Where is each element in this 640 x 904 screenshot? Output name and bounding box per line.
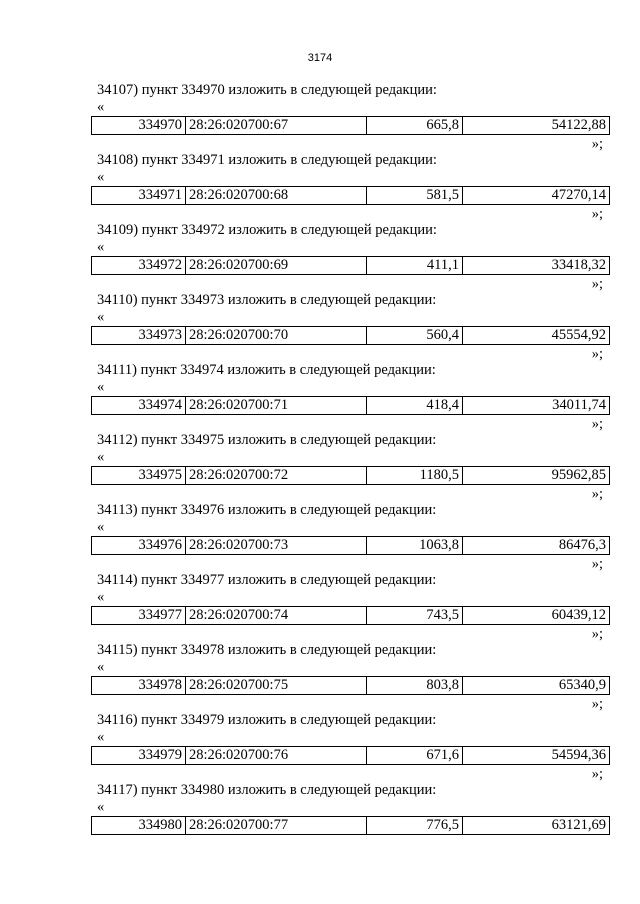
amendment-heading: 34108) пункт 334971 изложить в следующей редакции: [97,152,437,168]
area-cell: 743,5 [367,607,463,625]
item-number-cell: 334974 [92,397,186,415]
area-cell: 581,5 [367,187,463,205]
area-cell: 1180,5 [367,467,463,485]
cadastral-number-cell: 28:26:020700:77 [186,817,367,835]
amendment-heading: 34110) пункт 334973 изложить в следующей редакции: [97,292,437,308]
value-cell: 54122,88 [463,117,610,135]
data-table [91,466,610,485]
open-quote: « [97,659,105,675]
data-table [91,396,610,415]
table-row [92,537,610,555]
cadastral-number-cell: 28:26:020700:72 [186,467,367,485]
value-cell: 86476,3 [463,537,610,555]
amendment-entry [0,150,640,220]
area-cell: 803,8 [367,677,463,695]
amendment-heading: 34112) пункт 334975 изложить в следующей редакции: [97,432,437,448]
item-number-cell: 334980 [92,817,186,835]
cadastral-number-cell: 28:26:020700:76 [186,747,367,765]
table-row [92,747,610,765]
value-cell: 65340,9 [463,677,610,695]
close-quote: »; [591,486,603,502]
cadastral-number-cell: 28:26:020700:73 [186,537,367,555]
table-row [92,257,610,275]
data-table [91,116,610,135]
close-quote: »; [591,136,603,152]
table-row [92,397,610,415]
cadastral-number-cell: 28:26:020700:68 [186,187,367,205]
table-row [92,817,610,835]
item-number-cell: 334978 [92,677,186,695]
data-table [91,676,610,695]
amendment-heading: 34115) пункт 334978 изложить в следующей редакции: [97,642,437,658]
data-table [91,606,610,625]
amendment-entry [0,500,640,570]
close-quote: »; [591,626,603,642]
item-number-cell: 334979 [92,747,186,765]
table-row [92,607,610,625]
amendment-heading: 34113) пункт 334976 изложить в следующей редакции: [97,502,437,518]
open-quote: « [97,99,105,115]
item-number-cell: 334970 [92,117,186,135]
table-row [92,467,610,485]
open-quote: « [97,169,105,185]
close-quote: »; [591,206,603,222]
data-table [91,256,610,275]
item-number-cell: 334976 [92,537,186,555]
cadastral-number-cell: 28:26:020700:71 [186,397,367,415]
area-cell: 560,4 [367,327,463,345]
open-quote: « [97,379,105,395]
open-quote: « [97,519,105,535]
open-quote: « [97,729,105,745]
value-cell: 47270,14 [463,187,610,205]
cadastral-number-cell: 28:26:020700:75 [186,677,367,695]
data-table [91,326,610,345]
amendment-entry [0,640,640,710]
table-row [92,187,610,205]
cadastral-number-cell: 28:26:020700:74 [186,607,367,625]
amendment-entry [0,80,640,150]
open-quote: « [97,239,105,255]
cadastral-number-cell: 28:26:020700:70 [186,327,367,345]
amendment-heading: 34111) пункт 334974 изложить в следующей редакции: [97,362,436,378]
data-table [91,816,610,835]
value-cell: 54594,36 [463,747,610,765]
item-number-cell: 334971 [92,187,186,205]
table-row [92,677,610,695]
amendment-entry [0,570,640,640]
amendment-list [0,80,640,850]
page-number: 3174 [307,52,333,64]
amendment-entry [0,360,640,430]
data-table [91,536,610,555]
area-cell: 671,6 [367,747,463,765]
close-quote: »; [591,766,603,782]
amendment-entry [0,290,640,360]
amendment-heading: 34114) пункт 334977 изложить в следующей редакции: [97,572,437,588]
amendment-heading: 34109) пункт 334972 изложить в следующей редакции: [97,222,437,238]
value-cell: 63121,69 [463,817,610,835]
open-quote: « [97,309,105,325]
area-cell: 418,4 [367,397,463,415]
value-cell: 95962,85 [463,467,610,485]
cadastral-number-cell: 28:26:020700:67 [186,117,367,135]
amendment-entry [0,220,640,290]
close-quote: »; [591,346,603,362]
value-cell: 33418,32 [463,257,610,275]
cadastral-number-cell: 28:26:020700:69 [186,257,367,275]
amendment-entry [0,780,640,850]
data-table [91,746,610,765]
open-quote: « [97,449,105,465]
close-quote: »; [591,696,603,712]
table-row [92,327,610,345]
open-quote: « [97,799,105,815]
amendment-heading: 34116) пункт 334979 изложить в следующей редакции: [97,712,437,728]
data-table [91,186,610,205]
amendment-entry [0,710,640,780]
value-cell: 45554,92 [463,327,610,345]
area-cell: 411,1 [367,257,463,275]
table-row [92,117,610,135]
value-cell: 60439,12 [463,607,610,625]
amendment-heading: 34107) пункт 334970 изложить в следующей редакции: [97,82,437,98]
open-quote: « [97,589,105,605]
area-cell: 1063,8 [367,537,463,555]
amendment-entry [0,430,640,500]
area-cell: 665,8 [367,117,463,135]
amendment-heading: 34117) пункт 334980 изложить в следующей редакции: [97,782,437,798]
item-number-cell: 334972 [92,257,186,275]
item-number-cell: 334973 [92,327,186,345]
close-quote: »; [591,556,603,572]
item-number-cell: 334975 [92,467,186,485]
item-number-cell: 334977 [92,607,186,625]
area-cell: 776,5 [367,817,463,835]
close-quote: »; [591,416,603,432]
close-quote: »; [591,276,603,292]
value-cell: 34011,74 [463,397,610,415]
